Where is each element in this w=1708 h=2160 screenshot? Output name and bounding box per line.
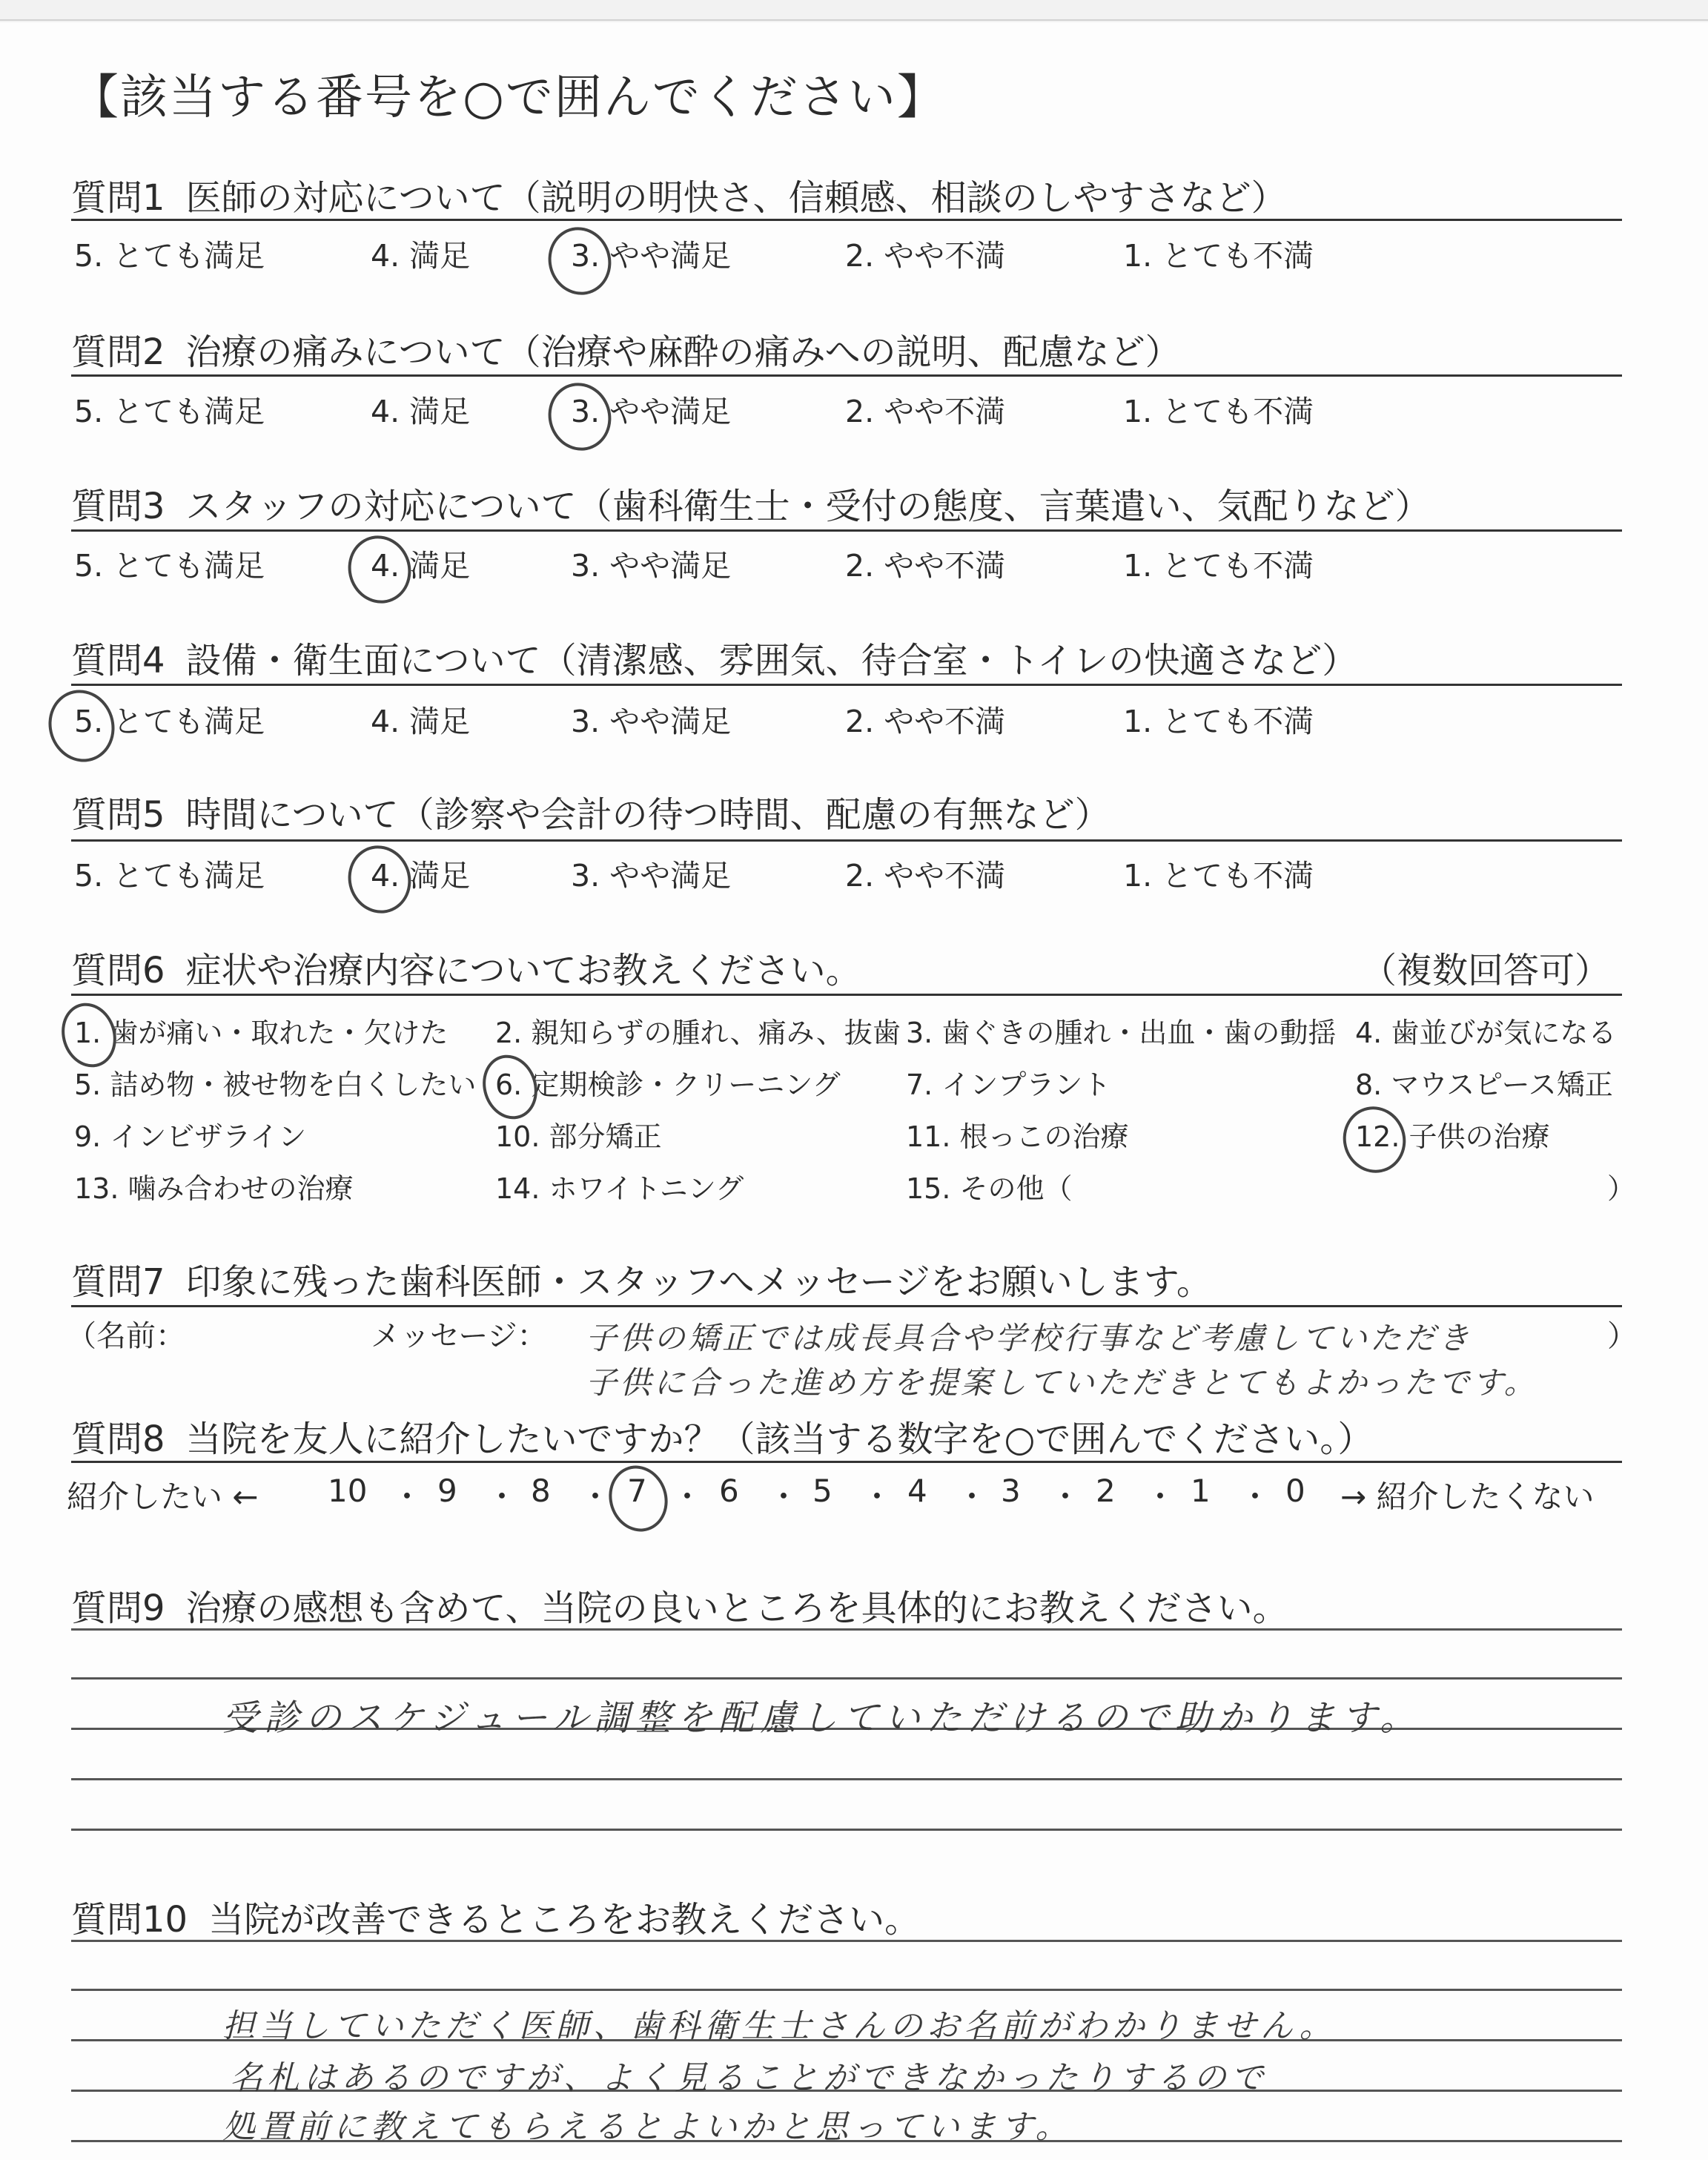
question-text: 症状や治療内容についてお教えください。 (185, 950, 861, 991)
q6-option-6[interactable]: 6. 定期検診・クリーニング (495, 1069, 841, 1101)
question-5-heading (71, 786, 1110, 837)
q6-selection-circle-12 (1334, 1098, 1414, 1181)
question-number: 質問8 (71, 1418, 165, 1460)
recommend-score-6[interactable]: 6 (719, 1473, 739, 1509)
scale-dot: ・ (956, 1479, 988, 1515)
q10-handwritten-line-1: 担当していただく医師、歯科衛生士さんのお名前がわかりません。 (222, 2007, 1337, 2045)
q3-option-3[interactable]: 3. やや満足 (571, 548, 732, 584)
q10-handwritten-line-3: 処置前に教えてもらえるとよいかと思っています。 (222, 2108, 1073, 2146)
q6-option-13[interactable]: 13. 噛み合わせの治療 (74, 1172, 354, 1205)
question-4-heading (71, 632, 1357, 683)
recommend-right-label: → 紹介したくない (1340, 1479, 1595, 1515)
q6-option-1[interactable]: 1. 歯が痛い・取れた・欠けた (74, 1017, 448, 1049)
q4-option-3[interactable]: 3. やや満足 (571, 704, 732, 739)
question-number: 質問1 (71, 177, 165, 219)
q10-handwritten-line-2: 名札はあるのですが、よく見ることができなかったりするので (230, 2059, 1268, 2097)
question-3-heading (71, 478, 1431, 529)
q1-option-1[interactable]: 1. とても不満 (1123, 238, 1314, 274)
answer-line (71, 1940, 1622, 1942)
recommend-score-10[interactable]: 10 (328, 1473, 368, 1509)
question-number: 質問3 (71, 486, 165, 527)
answer-line (71, 1677, 1622, 1680)
question-10-heading (71, 1891, 920, 1942)
q4-option-2[interactable]: 2. やや不満 (845, 704, 1006, 739)
q6-option-14[interactable]: 14. ホワイトニング (495, 1172, 744, 1205)
q1-option-5[interactable]: 5. とても満足 (74, 238, 265, 274)
answer-line (71, 1778, 1622, 1780)
answer-line (71, 1989, 1622, 1991)
q2-option-3[interactable]: 3. やや満足 (571, 394, 732, 429)
question-rule (71, 529, 1622, 532)
question-text: 印象に残った歯科医師・スタッフへメッセージをお願いします。 (185, 1261, 1212, 1303)
question-8-heading (71, 1410, 1373, 1462)
q1-option-4[interactable]: 4. 満足 (371, 238, 471, 274)
q8-selection-circle (600, 1458, 676, 1539)
scale-dot: ・ (391, 1479, 423, 1515)
q2-option-1[interactable]: 1. とても不満 (1123, 394, 1314, 429)
q5-option-4[interactable]: 4. 満足 (371, 858, 471, 894)
question-text: 医師の対応について（説明の明快さ、信頼感、相談のしやすさなど） (185, 177, 1287, 219)
scale-dot: ・ (486, 1479, 518, 1515)
question-number: 質問4 (71, 640, 165, 681)
q6-option-15[interactable]: 15. その他（ (906, 1172, 1073, 1205)
question-6-heading (71, 942, 861, 993)
multiple-answers-note: （複数回答可） (1361, 950, 1611, 991)
recommend-score-7[interactable]: 7 (627, 1473, 647, 1509)
recommend-score-0[interactable]: 0 (1285, 1473, 1305, 1509)
q5-option-5[interactable]: 5. とても満足 (74, 858, 265, 894)
answer-line (71, 1628, 1622, 1631)
question-text: 治療の痛みについて（治療や麻酔の痛みへの説明、配慮など） (185, 331, 1181, 373)
question-number: 質問10 (71, 1899, 188, 1941)
recommend-score-5[interactable]: 5 (812, 1473, 833, 1509)
question-number: 質問6 (71, 950, 165, 991)
q6-option-8[interactable]: 8. マウスピース矯正 (1355, 1069, 1613, 1101)
q5-option-1[interactable]: 1. とても不満 (1123, 858, 1314, 894)
q6-option-11[interactable]: 11. 根っこの治療 (906, 1120, 1129, 1153)
q6-option-4[interactable]: 4. 歯並びが気になる (1355, 1017, 1617, 1049)
scale-dot: ・ (1050, 1479, 1082, 1515)
question-rule (71, 994, 1622, 996)
message-label: メッセージ： (371, 1319, 547, 1353)
q6-option-3[interactable]: 3. 歯ぐきの腫れ・出血・歯の動揺 (906, 1017, 1337, 1049)
q6-other-close-paren: ） (1607, 1172, 1636, 1205)
q3-option-5[interactable]: 5. とても満足 (74, 548, 265, 584)
recommend-score-8[interactable]: 8 (531, 1473, 551, 1509)
question-2-heading (71, 323, 1181, 374)
q6-option-10[interactable]: 10. 部分矯正 (495, 1120, 662, 1153)
q2-option-5[interactable]: 5. とても満足 (74, 394, 265, 429)
question-rule (71, 1305, 1622, 1307)
recommend-score-3[interactable]: 3 (1001, 1473, 1021, 1509)
question-rule (71, 684, 1622, 686)
name-label: （名前： (67, 1319, 185, 1353)
q6-option-2[interactable]: 2. 親知らずの腫れ、痛み、抜歯 (495, 1017, 901, 1049)
question-rule (71, 1461, 1622, 1463)
scale-dot: ・ (580, 1479, 612, 1515)
scan-top-edge (0, 0, 1708, 22)
scale-dot: ・ (1145, 1479, 1176, 1515)
q7-handwritten-line-2: 子供に合った進め方を提案していただきとてもよかったです。 (586, 1364, 1538, 1401)
scale-dot: ・ (768, 1479, 800, 1515)
q5-selection-circle (340, 837, 420, 921)
q4-option-5[interactable]: 5. とても満足 (74, 704, 265, 739)
recommend-score-4[interactable]: 4 (907, 1473, 927, 1509)
question-number: 質問2 (71, 331, 165, 373)
recommend-score-9[interactable]: 9 (437, 1473, 457, 1509)
q3-option-4[interactable]: 4. 満足 (371, 548, 471, 584)
question-9-heading (71, 1579, 1288, 1631)
q4-selection-circle (39, 681, 124, 770)
q5-option-2[interactable]: 2. やや不満 (845, 858, 1006, 894)
q6-option-7[interactable]: 7. インプラント (906, 1069, 1111, 1101)
question-1-heading (71, 169, 1287, 220)
recommend-score-2[interactable]: 2 (1096, 1473, 1116, 1509)
question-rule (71, 219, 1622, 221)
scale-dot: ・ (861, 1479, 893, 1515)
question-number: 質問7 (71, 1261, 165, 1303)
recommend-left-label: 紹介したい ← (67, 1479, 259, 1515)
answer-line (71, 1829, 1622, 1831)
question-rule (71, 839, 1622, 842)
q5-option-3[interactable]: 3. やや満足 (571, 858, 732, 894)
message-close-paren: ） (1607, 1319, 1637, 1353)
q6-option-9[interactable]: 9. インビザライン (74, 1120, 307, 1153)
q4-option-4[interactable]: 4. 満足 (371, 704, 471, 739)
question-text: 設備・衛生面について（清潔感、雰囲気、待合室・トイレの快適さなど） (185, 640, 1358, 681)
q1-option-2[interactable]: 2. やや不満 (845, 238, 1006, 274)
q7-handwritten-line-1: 子供の矯正では成長具合や学校行事など考慮していただき (586, 1320, 1473, 1356)
question-number: 質問5 (71, 794, 165, 836)
question-rule (71, 374, 1622, 377)
q2-option-2[interactable]: 2. やや不満 (845, 394, 1006, 429)
q3-option-2[interactable]: 2. やや不満 (845, 548, 1006, 584)
page-title: 【該当する番号を○で囲んでください】 (71, 70, 946, 125)
q4-option-1[interactable]: 1. とても不満 (1123, 704, 1314, 739)
scale-dot: ・ (672, 1479, 704, 1515)
question-text: スタッフの対応について（歯科衛生士・受付の態度、言葉遣い、気配りなど） (185, 486, 1431, 527)
question-number: 質問9 (71, 1588, 165, 1629)
q1-option-3[interactable]: 3. やや満足 (571, 238, 732, 274)
q2-option-4[interactable]: 4. 満足 (371, 394, 471, 429)
recommend-score-1[interactable]: 1 (1191, 1473, 1211, 1509)
scale-dot: ・ (1239, 1479, 1271, 1515)
question-text: 時間について（診察や会計の待つ時間、配慮の有無など） (185, 794, 1110, 836)
question-text: 当院が改善できるところをお教えください。 (208, 1899, 921, 1941)
question-7-heading (71, 1253, 1212, 1304)
q6-option-12[interactable]: 12. 子供の治療 (1355, 1120, 1550, 1153)
question-text: 治療の感想も含めて、当院の良いところを具体的にお教えください。 (185, 1588, 1288, 1629)
q3-option-1[interactable]: 1. とても不満 (1123, 548, 1314, 584)
q3-selection-circle (340, 527, 420, 611)
q9-handwritten-answer: 受診のスケジュール調整を配慮していただけるので助かります。 (222, 1697, 1422, 1739)
q6-option-5[interactable]: 5. 詰め物・被せ物を白くしたい (74, 1069, 477, 1101)
question-text: 当院を友人に紹介したいですか？（該当する数字を○で囲んでください。） (185, 1418, 1374, 1460)
